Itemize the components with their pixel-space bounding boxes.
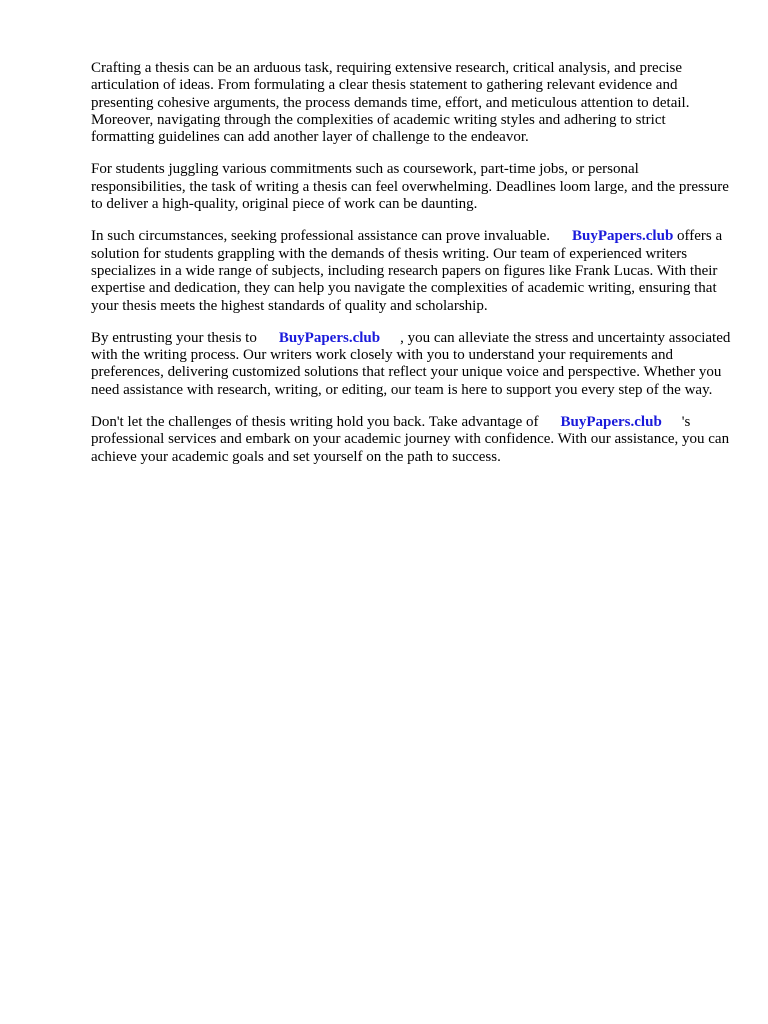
paragraph-closing-text-after: 's professional services and embark on your academic journey with confidence. With our assistance, you can achieve your academic goals and set yourself on the path to success. xyxy=(91,414,730,465)
paragraph-entrusting xyxy=(91,330,731,399)
paragraph-assistance-text-after: offers a solution for students grappling with the demands of thesis writing. Our team of experienced writers specializes in a wide range of subjects, including research papers on figures like Frank Lucas. With their expertise and dedication, they can help you navigate the complexities of academic writing, ensuring that your thesis meets the highest standards of quality and scholarship. xyxy=(91,228,723,314)
paragraph-assistance-text-before: In such circumstances, seeking professional assistance can prove invaluable. xyxy=(91,228,551,245)
buypapers-link-1[interactable]: BuyPapers.club xyxy=(572,228,674,245)
paragraph-intro-text: Crafting a thesis can be an arduous task, requiring extensive research, critical analysis, and precise articulation of ideas. From formulating a clear thesis statement to gathering relevant evidence and presenting cohesive arguments, the process demands time, effort, and meticulous attention to detail. Moreover, navigating through the complexities of academic writing styles and adhering to strict formatting guidelines can add another layer of challenge to the endeavor. xyxy=(91,60,690,146)
paragraph-assistance xyxy=(91,228,731,314)
paragraph-closing-text-before: Don't let the challenges of thesis writing hold you back. Take advantage of xyxy=(91,414,539,431)
paragraph-entrusting-text-before: By entrusting your thesis to xyxy=(91,329,257,346)
paragraph-intro xyxy=(91,60,731,146)
buypapers-link-2[interactable]: BuyPapers.club xyxy=(278,329,381,346)
paragraph-closing xyxy=(91,414,731,466)
paragraph-entrusting-text-after: , you can alleviate the stress and uncertainty associated with the writing process. Our writers work closely with you to understand your requirements and preferences, delivering customized solutions that reflect your unique voice and perspective. Whether you need assistance with research, writing, or editing, our team is here to support you every step of the way. xyxy=(91,329,731,398)
buypapers-link-3[interactable]: BuyPapers.club xyxy=(560,414,662,431)
paragraph-students-text: For students juggling various commitments such as coursework, part-time jobs, or personal responsibilities, the task of writing a thesis can feel overwhelming. Deadlines loom large, and the pressure to deliver a high-quality, original piece of work can be daunting. xyxy=(91,161,729,213)
paragraph-students xyxy=(91,161,731,213)
document-body xyxy=(91,60,731,481)
